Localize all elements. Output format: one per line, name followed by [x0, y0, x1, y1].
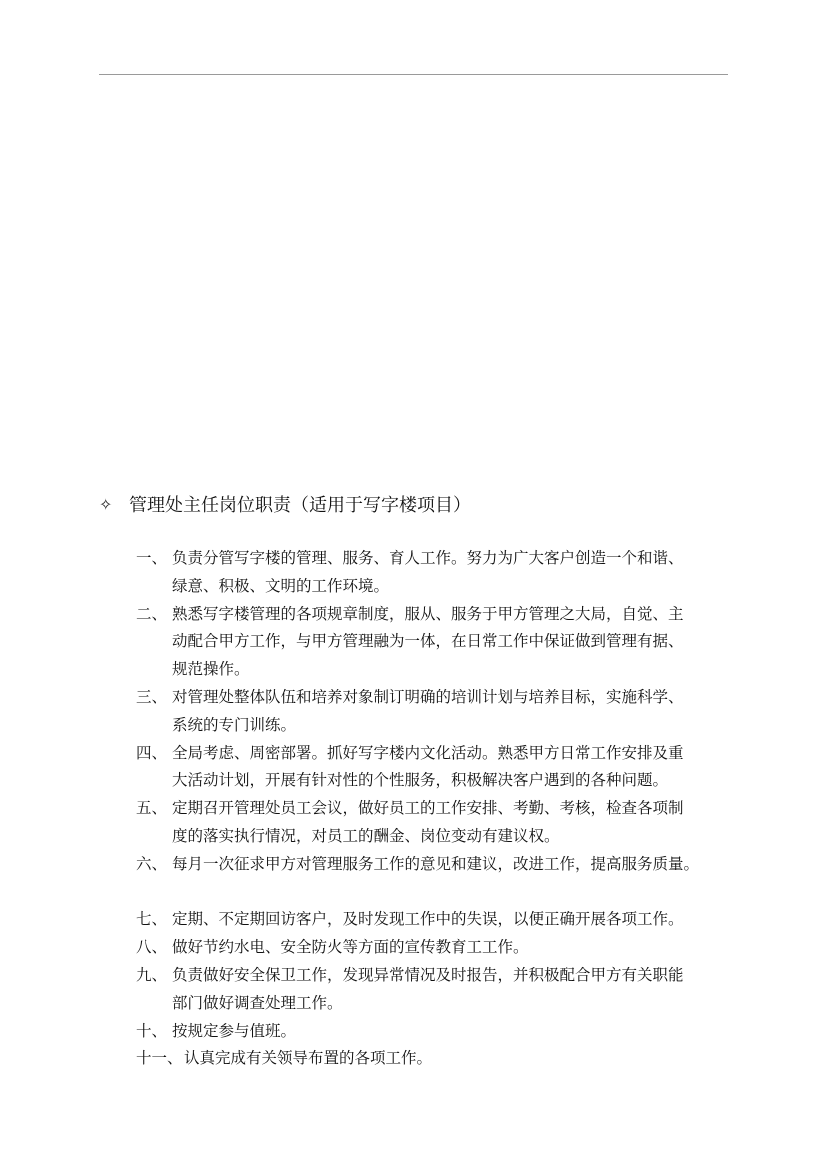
duty-text: [172, 934, 529, 962]
duty-item-8: [136, 934, 756, 962]
duty-number: 二、: [136, 604, 168, 623]
duty-item-3: [136, 684, 756, 740]
duty-item-7: [136, 906, 756, 934]
duty-text: [172, 962, 684, 1018]
duty-text: [172, 851, 699, 879]
duty-line: 负责分管写字楼的管理、服务、育人工作。努力为广大客户创造一个和谐、: [172, 549, 684, 567]
duty-line: 绿意、积极、文明的工作环境。: [172, 576, 390, 595]
duty-line: 负责做好安全保卫工作，发现异常情况及时报告，并积极配合甲方有关职能: [172, 965, 684, 984]
duty-item-5: [136, 795, 756, 851]
paragraph-gap: [136, 879, 756, 907]
duty-number: 六、: [136, 854, 168, 873]
duty-line: 熟悉写字楼管理的各项规章制度，服从、服务于甲方管理之大局，自觉、主: [172, 604, 684, 623]
header-rule: [99, 74, 728, 75]
duty-number: 八、: [136, 938, 168, 957]
section-title-row: [99, 489, 759, 519]
duty-number: 五、: [136, 799, 168, 818]
diamond-bullet-icon: ✧: [99, 494, 113, 514]
duty-line: 定期、不定期回访客户，及时发现工作中的失误，以便正确开展各项工作。: [172, 910, 684, 929]
duty-text: [172, 545, 684, 601]
section-heading: [99, 489, 759, 519]
section-title: 管理处主任岗位职责（适用于写字楼项目）: [129, 495, 471, 516]
duty-text: [172, 740, 684, 796]
duty-text: [184, 1045, 432, 1073]
duty-line: 部门做好调查处理工作。: [172, 993, 343, 1012]
duty-number: 七、: [136, 910, 168, 929]
duty-number: 九、: [136, 965, 168, 984]
duty-item-11: [136, 1045, 756, 1073]
duty-line: 每月一次征求甲方对管理服务工作的意见和建议，改进工作，提高服务质量。: [172, 854, 700, 873]
duty-line: 系统的专门训练。: [172, 715, 297, 734]
duty-line: 按规定参与值班。: [172, 1021, 297, 1040]
duty-text: [172, 795, 684, 851]
duty-item-9: [136, 962, 756, 1018]
duty-number: 十一、: [136, 1049, 183, 1068]
duty-line: 对管理处整体队伍和培养对象制订明确的培训计划与培养目标，实施科学、: [172, 687, 684, 706]
duty-number: 三、: [136, 687, 168, 706]
duty-text: [172, 601, 684, 684]
duty-text: [172, 684, 684, 740]
duty-number: 一、: [136, 549, 168, 567]
duty-line: 做好节约水电、安全防火等方面的宣传教育工工作。: [172, 938, 529, 957]
duty-item-2: [136, 601, 756, 684]
duty-text: [172, 906, 684, 934]
duty-line: 大活动计划，开展有针对性的个性服务，积极解决客户遇到的各种问题。: [172, 771, 669, 790]
duty-number: 四、: [136, 743, 168, 762]
duty-number: 十、: [136, 1021, 168, 1040]
duty-item-10: [136, 1018, 756, 1046]
duty-item-1: [136, 545, 756, 601]
duty-item-4: [136, 740, 756, 796]
duty-line: 动配合甲方工作，与甲方管理融为一体，在日常工作中保证做到管理有据、: [172, 632, 684, 651]
duty-line: 度的落实执行情况，对员工的酬金、岗位变动有建议权。: [172, 826, 560, 845]
duty-line: 规范操作。: [172, 660, 250, 679]
duty-list: [136, 545, 756, 1073]
duty-item-6: [136, 851, 756, 879]
duty-line: 认真完成有关领导布置的各项工作。: [184, 1049, 433, 1068]
duty-line: 定期召开管理处员工会议，做好员工的工作安排、考勤、考核，检查各项制: [172, 799, 684, 818]
duty-text: [172, 1018, 296, 1046]
duty-line: 全局考虑、周密部署。抓好写字楼内文化活动。熟悉甲方日常工作安排及重: [172, 743, 684, 762]
